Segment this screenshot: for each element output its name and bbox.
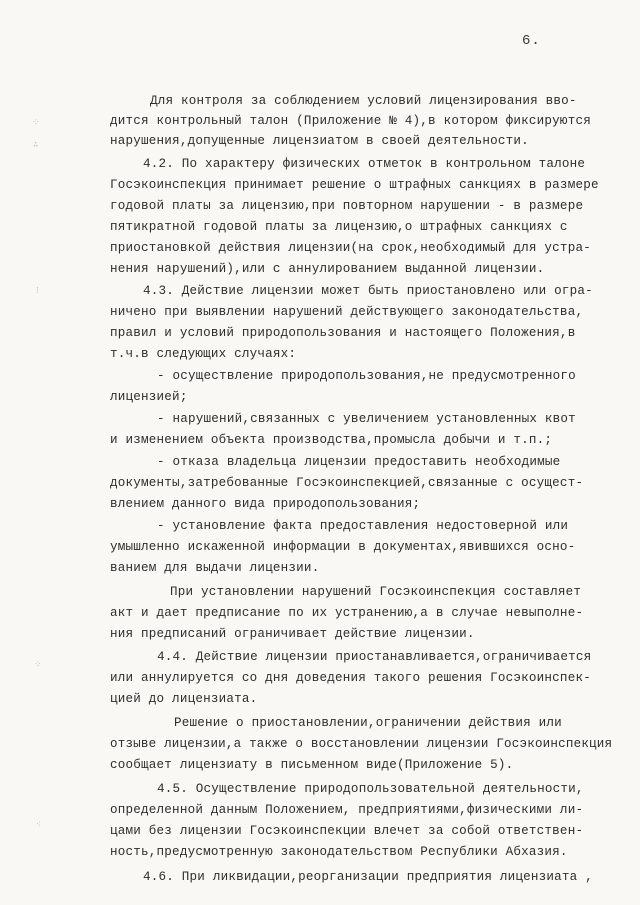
text-line: - установление факта предоставления недостоверной или: [157, 519, 569, 533]
text-line: пятикратной годовой платы за лицензию,о штрафных санкциях с: [110, 220, 568, 234]
text-line: - осуществление природопользования,не предусмотренного: [157, 369, 576, 383]
text-line: ность,предусмотренную законодательством Республики Абхазия.: [110, 845, 568, 859]
text-line: Госэкоинспекция принимает решение о штрафных санкциях в размере: [110, 178, 599, 192]
text-line: 4.6. При ликвидации,реорганизации предприятия лицензиата ,: [143, 870, 593, 884]
text-line: нения нарушений),или с аннулированием выданной лицензии.: [110, 262, 545, 276]
text-line: нарушения,допущенные лицензиатом в своей деятельности.: [110, 134, 529, 148]
scan-speck: ⁘: [32, 118, 40, 128]
text-line: годовой платы за лицензию,при повторном нарушении - в размере: [110, 199, 584, 213]
text-line: цами без лицензии Госэкоинспекции влечет за собой ответствен-: [110, 824, 584, 838]
text-line: 4.4. Действие лицензии приостанавливается,ограничивается: [157, 650, 592, 664]
text-line: Для контроля за соблюдением условий лицензирования вво-: [150, 94, 577, 108]
text-line: отзыве лицензии,а также о восстановлении лицензии Госэкоинспекция: [110, 737, 613, 751]
text-line: влением данного вида природопользования;: [110, 497, 421, 511]
text-line: лицензией;: [110, 390, 188, 404]
text-line: 4.3. Действие лицензии может быть приостановлено или огра-: [143, 284, 593, 298]
text-line: или аннулируется со дня доведения такого решения Госэкоинспек-: [110, 671, 591, 685]
text-line: дится контрольный талон (Приложение № 4),в котором фиксируются: [110, 114, 591, 128]
text-line: т.ч.в следующих случаях:: [110, 347, 297, 361]
text-line: Решение о приостановлении,ограничении действия или: [174, 716, 562, 730]
scan-speck: ∴: [33, 140, 39, 150]
text-line: умышленно искаженной информации в документах,явившихся осно-: [110, 540, 576, 554]
text-line: ничено при выявлении нарушений действующего законодательства,: [110, 305, 584, 319]
text-line: - нарушений,связанных с увеличением установленных квот: [157, 412, 576, 426]
text-line: 4.5. Осуществление природопользовательной деятельности,: [157, 782, 584, 796]
text-line: - отказа владельца лицензии предоставить необходимые: [157, 455, 561, 469]
page-number: 6.: [522, 33, 541, 49]
text-line: При установлении нарушений Госэкоинспекция составляет: [170, 585, 582, 599]
scan-speck: ⁖: [36, 820, 42, 830]
text-line: сообщает лицензиату в письменном виде(Приложение 5).: [110, 758, 514, 772]
text-line: приостановкой действия лицензии(на срок,необходимый для устра-: [110, 241, 591, 255]
scan-speck: ⁝: [36, 286, 39, 296]
scan-speck: ⁘: [34, 660, 42, 670]
text-line: акт и дает предписание по их устранению,а в случае невыполне-: [110, 606, 584, 620]
text-line: ния предписаний ограничивает действие лицензии.: [110, 627, 475, 641]
text-line: ванием для выдачи лицензии.: [110, 561, 320, 575]
text-line: 4.2. По характеру физических отметок в контрольном талоне: [143, 157, 586, 171]
text-line: определенной данным Положением, предприятиями,физическими ли-: [110, 803, 584, 817]
text-line: документы,затребованные Госэкоинспекцией,связанные с осущест-: [110, 476, 584, 490]
text-line: правил и условий природопользования и настоящего Положения,в: [110, 326, 576, 340]
text-line: цией до лицензиата.: [110, 692, 258, 706]
text-line: и изменением объекта производства,промысла добычи и т.п.;: [110, 433, 553, 447]
